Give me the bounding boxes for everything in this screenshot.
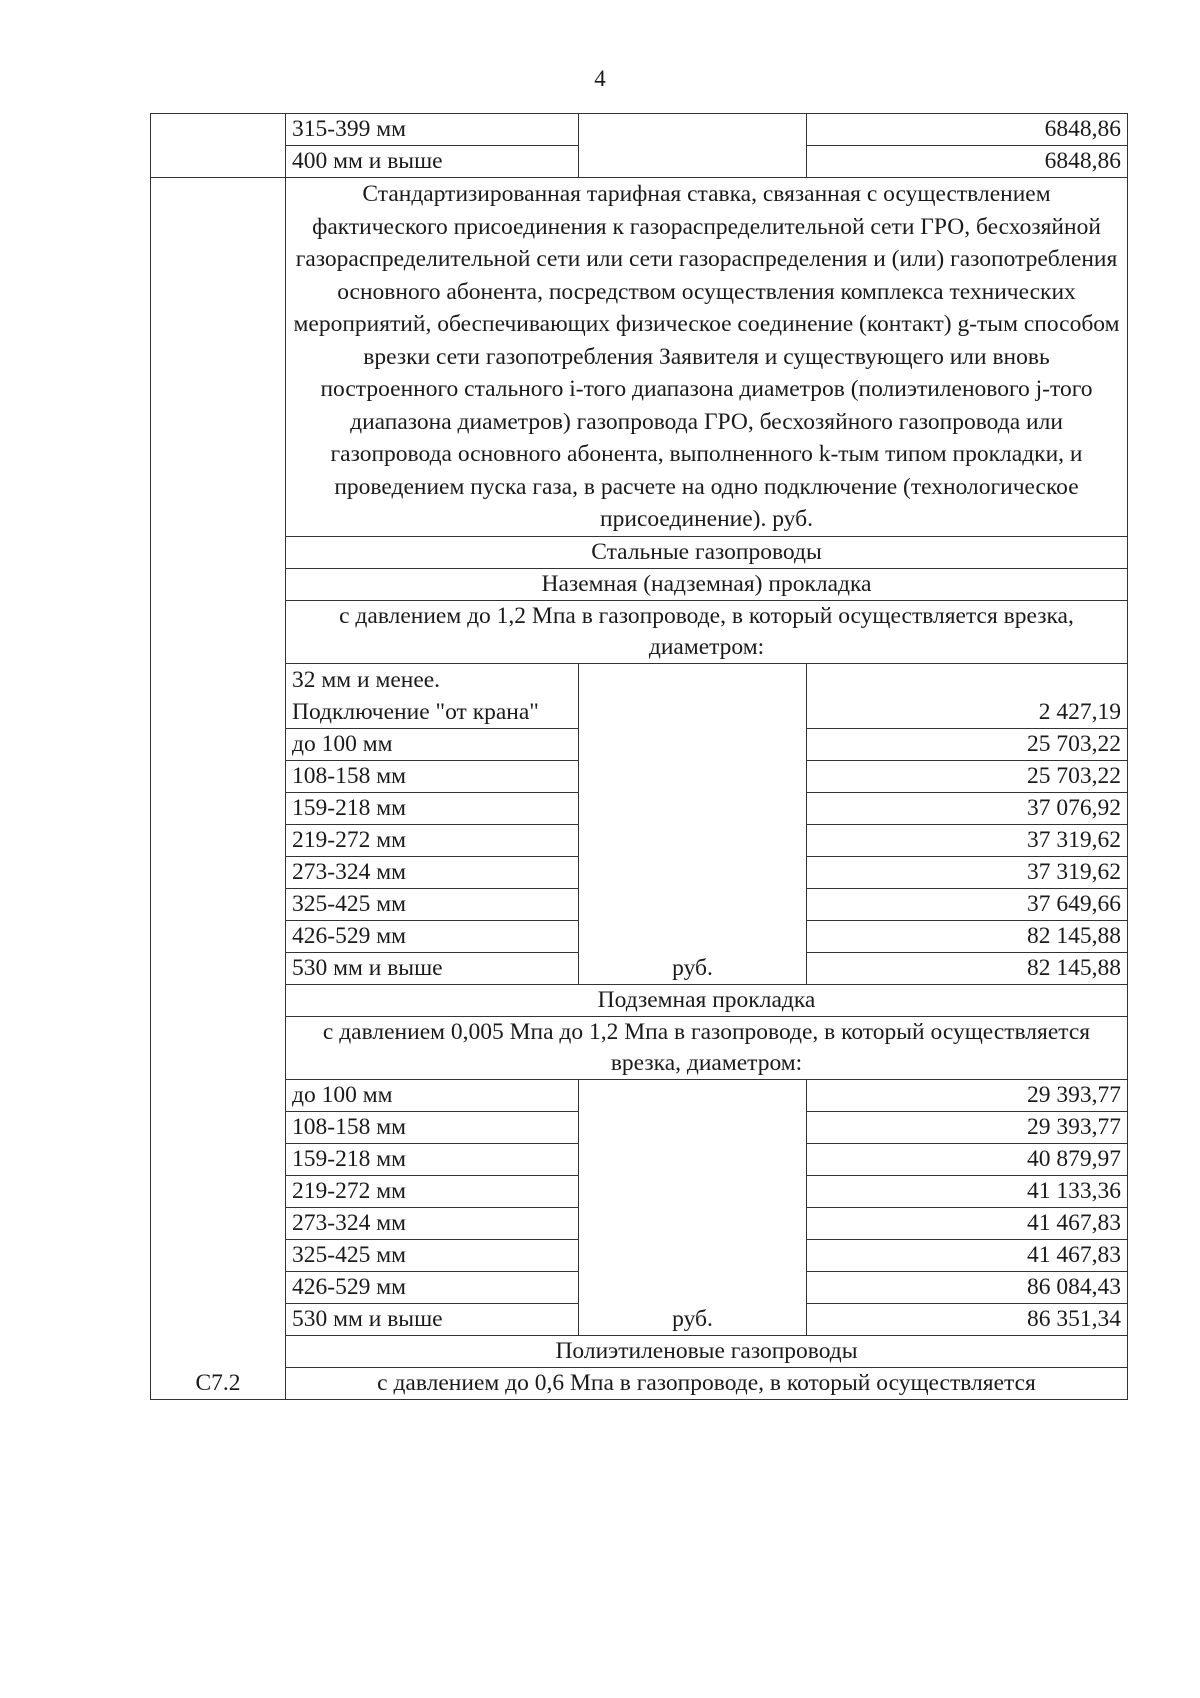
- diameter-cell: 400 мм и выше: [286, 146, 579, 178]
- diameter-cell: 32 мм и менее. Подключение "от крана": [286, 663, 579, 728]
- value-cell: 82 145,88: [807, 952, 1128, 984]
- subsection-above-ground-title: Наземная (надземная) прокладка: [286, 568, 1128, 600]
- subsection-underground-title: Подземная прокладка: [286, 984, 1128, 1016]
- value-cell: 2 427,19: [807, 663, 1128, 728]
- diameter-cell: 159-218 мм: [286, 792, 579, 824]
- tariff-table: [150, 113, 1128, 1400]
- diameter-cell: 108-158 мм: [286, 760, 579, 792]
- diameter-cell: 325-425 мм: [286, 888, 579, 920]
- value-cell: 25 703,22: [807, 760, 1128, 792]
- value-cell: 86 351,34: [807, 1303, 1128, 1335]
- value-cell: 6848,86: [807, 114, 1128, 146]
- diameter-cell: 219-272 мм: [286, 824, 579, 856]
- value-cell: 41 467,83: [807, 1239, 1128, 1271]
- pressure-note: с давлением до 1,2 Мпа в газопроводе, в который осуществляется врезка, диаметром:: [286, 600, 1128, 663]
- unit-cell: руб.: [579, 1079, 807, 1335]
- diameter-cell: 273-324 мм: [286, 1207, 579, 1239]
- section-polyethylene-title: Полиэтиленовые газопроводы: [286, 1335, 1128, 1367]
- diameter-cell: 219-272 мм: [286, 1175, 579, 1207]
- item-code: С7.2: [151, 178, 286, 1400]
- value-cell: 25 703,22: [807, 728, 1128, 760]
- pressure-note: с давлением до 0,6 Мпа в газопроводе, в который осуществляется: [286, 1367, 1128, 1399]
- value-cell: 41 467,83: [807, 1207, 1128, 1239]
- table-row: [151, 114, 1128, 146]
- value-cell: 29 393,77: [807, 1111, 1128, 1143]
- value-cell: 40 879,97: [807, 1143, 1128, 1175]
- value-cell: 82 145,88: [807, 920, 1128, 952]
- value-cell: 37 649,66: [807, 888, 1128, 920]
- page-number: 4: [594, 66, 606, 91]
- value-cell: 41 133,36: [807, 1175, 1128, 1207]
- diameter-cell: 159-218 мм: [286, 1143, 579, 1175]
- pressure-note: с давлением 0,005 Мпа до 1,2 Мпа в газопроводе, в который осуществляется врезка, диаметром:: [286, 1016, 1128, 1079]
- empty-code-cell: [151, 114, 286, 178]
- diameter-cell: 530 мм и выше: [286, 1303, 579, 1335]
- diameter-cell: 315-399 мм: [286, 114, 579, 146]
- value-cell: 37 076,92: [807, 792, 1128, 824]
- diameter-cell: 530 мм и выше: [286, 952, 579, 984]
- diameter-cell: 325-425 мм: [286, 1239, 579, 1271]
- diameter-cell: до 100 мм: [286, 1079, 579, 1111]
- table-row: [151, 663, 1128, 728]
- diameter-cell: до 100 мм: [286, 728, 579, 760]
- table-row: [151, 1079, 1128, 1111]
- value-cell: 37 319,62: [807, 824, 1128, 856]
- unit-cell: руб.: [579, 663, 807, 984]
- empty-unit-cell: [579, 114, 807, 178]
- diameter-cell: 426-529 мм: [286, 1271, 579, 1303]
- item-row: [151, 178, 1128, 537]
- value-cell: 6848,86: [807, 146, 1128, 178]
- diameter-cell: 108-158 мм: [286, 1111, 579, 1143]
- diameter-cell: 273-324 мм: [286, 856, 579, 888]
- value-cell: 37 319,62: [807, 856, 1128, 888]
- section-steel-title: Стальные газопроводы: [286, 536, 1128, 568]
- diameter-cell: 426-529 мм: [286, 920, 579, 952]
- value-cell: 86 084,43: [807, 1271, 1128, 1303]
- value-cell: 29 393,77: [807, 1079, 1128, 1111]
- item-description: Стандартизированная тарифная ставка, связанная с осуществлением фактического присоединения к газораспределительной сети ГРО, бесхозяйной газораспределительной сети или сети газораспределения и (или) газопотребления основного абонента, посредством осуществления комплекса технических мероприятий, обеспечивающих физическое соединение (контакт) g-тым способом врезки сети газопотребления Заявителя и существующего или вновь построенного стального i-того диапазона диаметров (полиэтиленового j-того диапазона диаметров) газопровода ГРО, бесхозяйного газопровода или газопровода основного абонента, выполненного k-тым типом прокладки, и проведением пуска газа, в расчете на одно подключение (технологическое присоединение). руб.: [286, 178, 1128, 537]
